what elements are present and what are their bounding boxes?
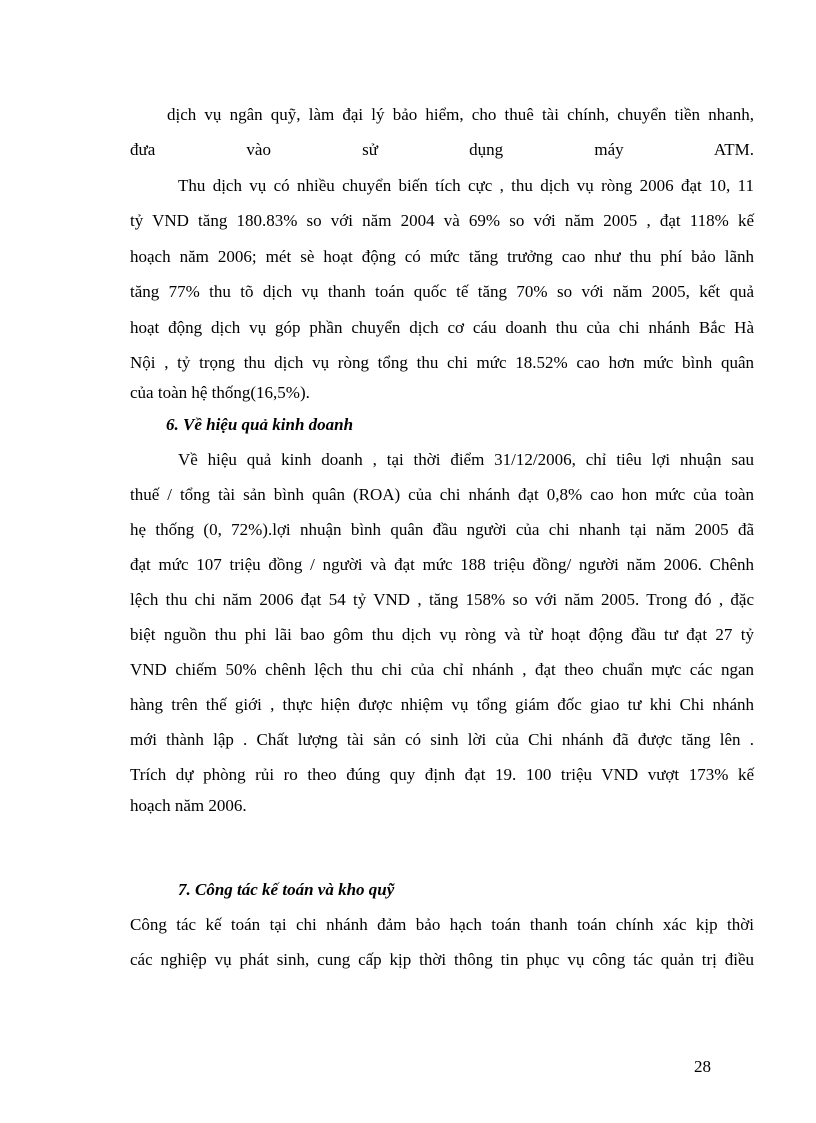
text-line: của toàn hệ thống(16,5%). bbox=[130, 383, 310, 402]
text-line: dịch vụ ngân quỹ, làm đại lý bảo hiểm, cho thuê tài chính, chuyển tiền nhanh, bbox=[167, 105, 754, 124]
page-number: 28 bbox=[694, 1057, 711, 1076]
text-line: thuế / tổng tài sản bình quân (ROA) của chi nhánh đạt 0,8% cao hon mức của toàn bbox=[130, 485, 754, 504]
section-heading: 7. Công tác kế toán và kho quỹ bbox=[178, 880, 395, 899]
text-line: hoạch năm 2006; mét sè hoạt động có mức tăng trưởng cao như thu phí bảo lãnh bbox=[130, 247, 754, 266]
text-line: Thu dịch vụ có nhiều chuyển biến tích cực , thu dịch vụ ròng 2006 đạt 10, 11 bbox=[178, 176, 754, 195]
text-line: hẹ thống (0, 72%).lợi nhuận bình quân đầu người của chi nhanh tại năm 2005 đã bbox=[130, 520, 754, 539]
text-line: Trích dự phòng rủi ro theo đúng quy định đạt 19. 100 triệu VND vượt 173% kế bbox=[130, 765, 754, 784]
text-line: Công tác kế toán tại chi nhánh đảm bảo hạch toán thanh toán chính xác kịp thời bbox=[130, 915, 754, 934]
text-line: biệt nguồn thu phi lãi bao gôm thu dịch vụ ròng và từ hoạt động đầu tư đạt 27 tỷ bbox=[130, 625, 754, 644]
section-heading: 6. Về hiệu quả kinh doanh bbox=[166, 415, 354, 434]
text-line: Về hiệu quả kinh doanh , tại thời điểm 31/12/2006, chỉ tiêu lợi nhuận sau bbox=[178, 450, 754, 469]
text-line: Nội , tỷ trọng thu dịch vụ ròng tổng thu chi mức 18.52% cao hơn mức bình quân bbox=[130, 353, 754, 372]
text-line: tăng 77% thu tõ dịch vụ thanh toán quốc tế tăng 70% so với năm 2005, kết quả bbox=[130, 282, 754, 301]
text-line: đưa vào sử dụng máy ATM. bbox=[130, 140, 754, 159]
text-line: các nghiệp vụ phát sinh, cung cấp kịp thời thông tin phục vụ công tác quản trị điều bbox=[130, 950, 754, 969]
text-line: hoạt động dịch vụ góp phần chuyển dịch cơ cáu doanh thu của chi nhánh Bắc Hà bbox=[130, 318, 754, 337]
text-line: tỷ VND tăng 180.83% so với năm 2004 và 69% so với năm 2005 , đạt 118% kế bbox=[130, 211, 754, 230]
text-line: hàng trên thế giới , thực hiện được nhiệm vụ tổng giám đốc giao tư khi Chi nhánh bbox=[130, 695, 754, 714]
text-line: lệch thu chi năm 2006 đạt 54 tỷ VND , tăng 158% so với năm 2005. Trong đó , đặc bbox=[130, 590, 754, 609]
text-line: VND chiếm 50% chênh lệch thu chi của chỉ nhánh , đạt theo chuẩn mực các ngan bbox=[130, 660, 754, 679]
text-line: mới thành lập . Chất lượng tài sản có sinh lời của Chi nhánh đã được tăng lên . bbox=[130, 730, 754, 749]
text-line: đạt mức 107 triệu đồng / người và đạt mức 188 triệu đồng/ người năm 2006. Chênh bbox=[130, 555, 754, 574]
text-line: hoạch năm 2006. bbox=[130, 796, 247, 815]
